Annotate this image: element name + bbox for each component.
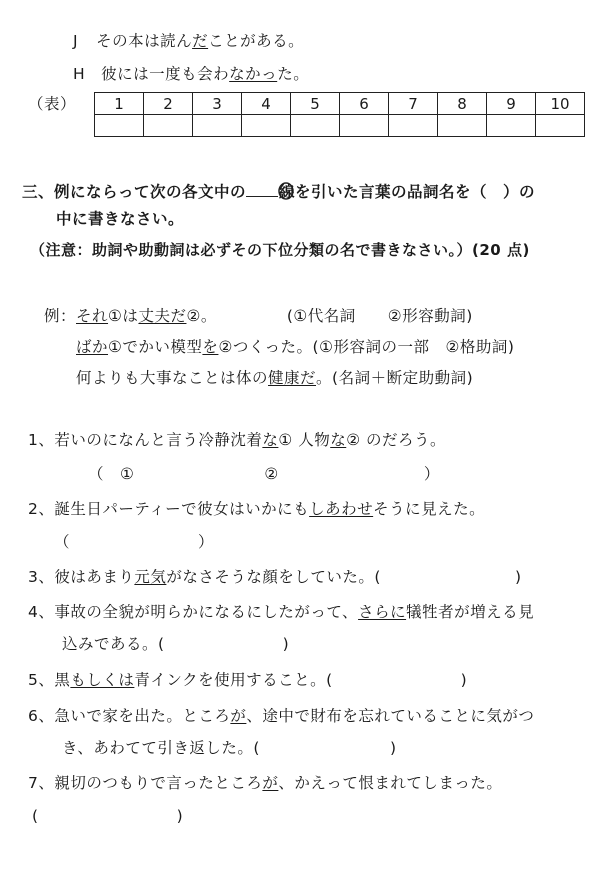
example-h: H 彼には一度も会わなかった。 — [73, 65, 310, 83]
section3-note: （注意：助詞や助動詞は必ずその下位分類の名で書きなさい。）(20 点) — [30, 241, 530, 259]
table-header-cell: 2 — [144, 93, 193, 115]
answer-cell[interactable] — [389, 115, 438, 137]
answer-cell[interactable] — [487, 115, 536, 137]
answer-cell[interactable] — [438, 115, 487, 137]
answer-cell[interactable] — [340, 115, 389, 137]
table-header-row — [95, 93, 585, 115]
answer-cell[interactable] — [95, 115, 144, 137]
question-6-answer[interactable]: き、あわてて引き返した。( ) — [62, 739, 397, 757]
answer-cell[interactable] — [242, 115, 291, 137]
question-3: 3、彼はあまり元気がなさそうな顔をしていた。( ) — [28, 568, 522, 586]
table-label: （表） — [28, 95, 77, 113]
question-4-answer[interactable]: 込みである。( ) — [62, 635, 290, 653]
rei-line-3: 何よりも大事なことは体の健康だ。(名詞＋断定助動詞) — [76, 369, 474, 387]
table-header-cell: 9 — [487, 93, 536, 115]
answer-cell[interactable] — [536, 115, 585, 137]
table-header-cell: 10 — [536, 93, 585, 115]
question-2-answer[interactable]: （ ） — [54, 533, 215, 551]
rei-line-1: 例：それ①は丈夫だ②。 (①代名詞 ②形容動詞) — [44, 307, 473, 325]
table-header-cell: 7 — [389, 93, 438, 115]
question-5: 5、黒もしくは青インクを使用すること。( ) — [28, 671, 468, 689]
table-header-cell: 4 — [242, 93, 291, 115]
question-1-answer[interactable]: （ ① ② ） — [88, 465, 440, 483]
section3-heading-cont: 中に書きなさい。 — [56, 210, 185, 228]
table-answer-row — [95, 115, 585, 137]
table-header-cell: 5 — [291, 93, 340, 115]
question-2: 2、誕生日パーティーで彼女はいかにもしあわせそうに見えた。 — [28, 500, 486, 518]
question-4: 4、事故の全貌が明らかになるにしたがって、さらに犠牲者が増える見 — [28, 603, 535, 621]
table-header-cell: 1 — [95, 93, 144, 115]
answer-cell[interactable] — [291, 115, 340, 137]
answer-table — [94, 92, 585, 137]
question-1: 1、若いのになんと言う冷静沈着な① 人物な② のだろう。 — [28, 431, 447, 449]
answer-cell[interactable] — [144, 115, 193, 137]
table-header-cell: 6 — [340, 93, 389, 115]
question-7: 7、親切のつもりで言ったところが、かえって恨まれてしまった。 — [28, 774, 503, 792]
table-header-cell: 8 — [438, 93, 487, 115]
section3-heading: 三、例にならって次の各文中の 線を引いた言葉の品詞名を（ ）の — [22, 183, 536, 201]
answer-cell[interactable] — [193, 115, 242, 137]
question-6: 6、急いで家を出た。ところが、途中で財布を忘れていることに気がつ — [28, 707, 535, 725]
example-j: J その本は読んだことがある。 — [73, 32, 305, 50]
table-header-cell: 3 — [193, 93, 242, 115]
rei-line-2: ばか①でかい模型を②つくった。(①形容詞の一部 ②格助詞) — [76, 338, 515, 356]
question-7-answer[interactable]: ( ) — [32, 807, 184, 825]
